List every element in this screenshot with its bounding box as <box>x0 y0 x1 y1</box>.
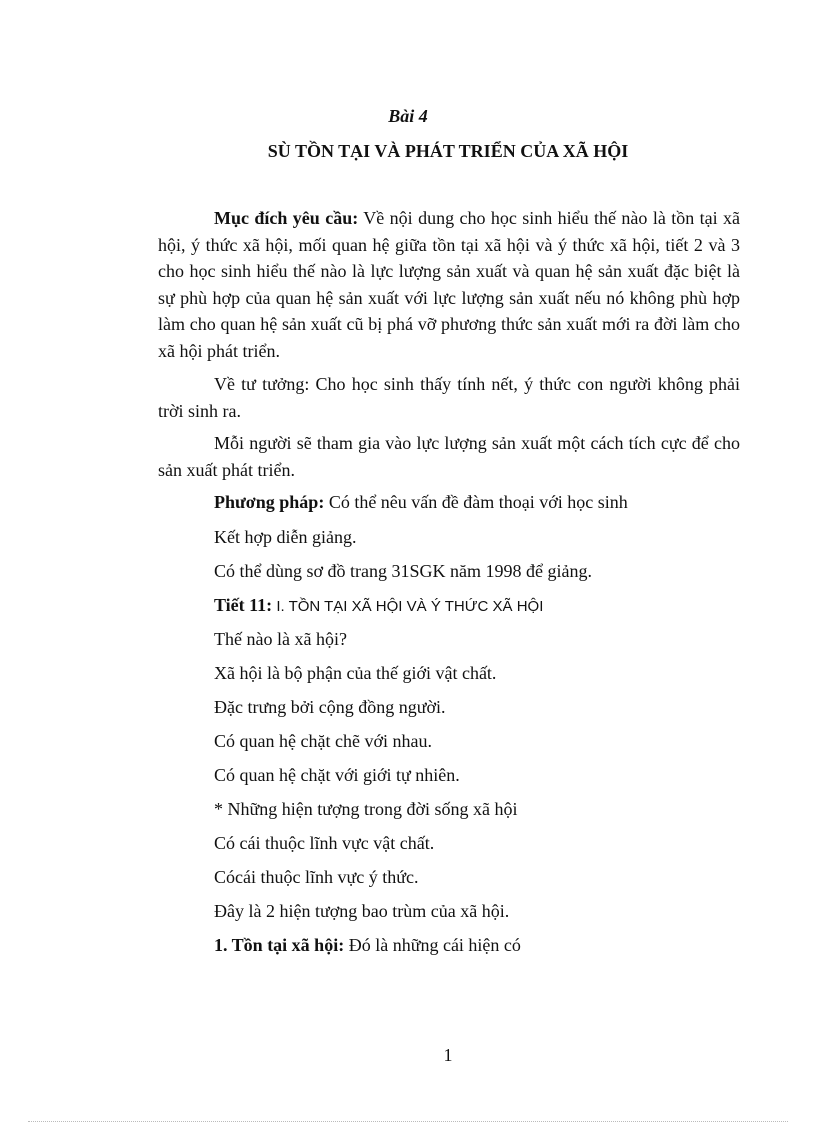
nature-relation-line: Có quan hệ chặt với giới tự nhiên. <box>214 765 460 785</box>
existence-text: Đó là những cái hiện có <box>344 935 521 955</box>
existence-line <box>214 935 754 956</box>
combine-line: Kết hợp diễn giảng. <box>214 527 357 547</box>
close-relation-line: Có quan hệ chặt chẽ với nhau. <box>214 731 432 751</box>
question-society-line: Thế nào là xã hội? <box>214 629 347 649</box>
participation-paragraph: Mỗi người sẽ tham gia vào lực lượng sản xuất một cách tích cực để cho sản xuất phát triển. <box>158 433 740 480</box>
lesson11-heading <box>214 595 754 616</box>
page-number: 1 <box>443 1045 453 1065</box>
method-text: Có thể nêu vấn đề đàm thoại với học sinh <box>324 492 628 512</box>
existence-label: 1. Tồn tại xã hội: <box>214 935 345 955</box>
lesson11-label: Tiết 11: <box>214 595 273 615</box>
diagram-line: Có thể dùng sơ đồ trang 31SGK năm 1998 để giảng. <box>214 561 592 581</box>
lesson-title: SÙ TỒN TẠI VÀ PHÁT TRIỂN CỦA XÃ HỘI <box>267 141 629 161</box>
lesson-number: Bài 4 <box>388 106 428 126</box>
method-label: Phương pháp: <box>214 492 325 512</box>
consciousness-line: Cócái thuộc lĩnh vực ý thức. <box>214 867 419 887</box>
objective-paragraph <box>158 205 740 364</box>
material-line: Có cái thuộc lĩnh vực vật chất. <box>214 833 435 853</box>
method-line <box>214 492 754 513</box>
two-phenomena-line: Đây là 2 hiện tượng bao trùm của xã hội. <box>214 901 510 921</box>
objective-label: Mục đích yêu cầu: <box>214 208 359 228</box>
society-part-line: Xã hội là bộ phận của thế giới vật chất. <box>214 663 497 683</box>
lesson11-text: I. TỒN TẠI XÃ HỘI VÀ Ý THỨC XÃ HỘI <box>272 598 544 615</box>
footer-divider <box>28 1121 788 1122</box>
phenomena-line: * Những hiện tượng trong đời sống xã hội <box>214 799 518 819</box>
community-line: Đặc trưng bởi cộng đồng người. <box>214 697 446 717</box>
objective-text: Về nội dung cho học sinh hiểu thế nào là tồn tại xã hội, ý thức xã hội, mối quan hệ giữa tồn tại xã hội và ý thức xã hội, tiết 2 và 3 cho học sinh hiểu thế nào là lực lượng sản xuất và quan hệ sản xuất đặc biệt là sự phù hợp của quan hệ sản xuất với lực lượng sản xuất nếu nó không phù hợp làm cho quan hệ sản xuất cũ bị phá vỡ phương thức sản xuất mới ra đời làm cho xã hội phát triển. <box>158 208 740 361</box>
ideology-paragraph: Về tư tưởng: Cho học sinh thấy tính nết, ý thức con người không phải trời sinh ra. <box>158 374 740 421</box>
